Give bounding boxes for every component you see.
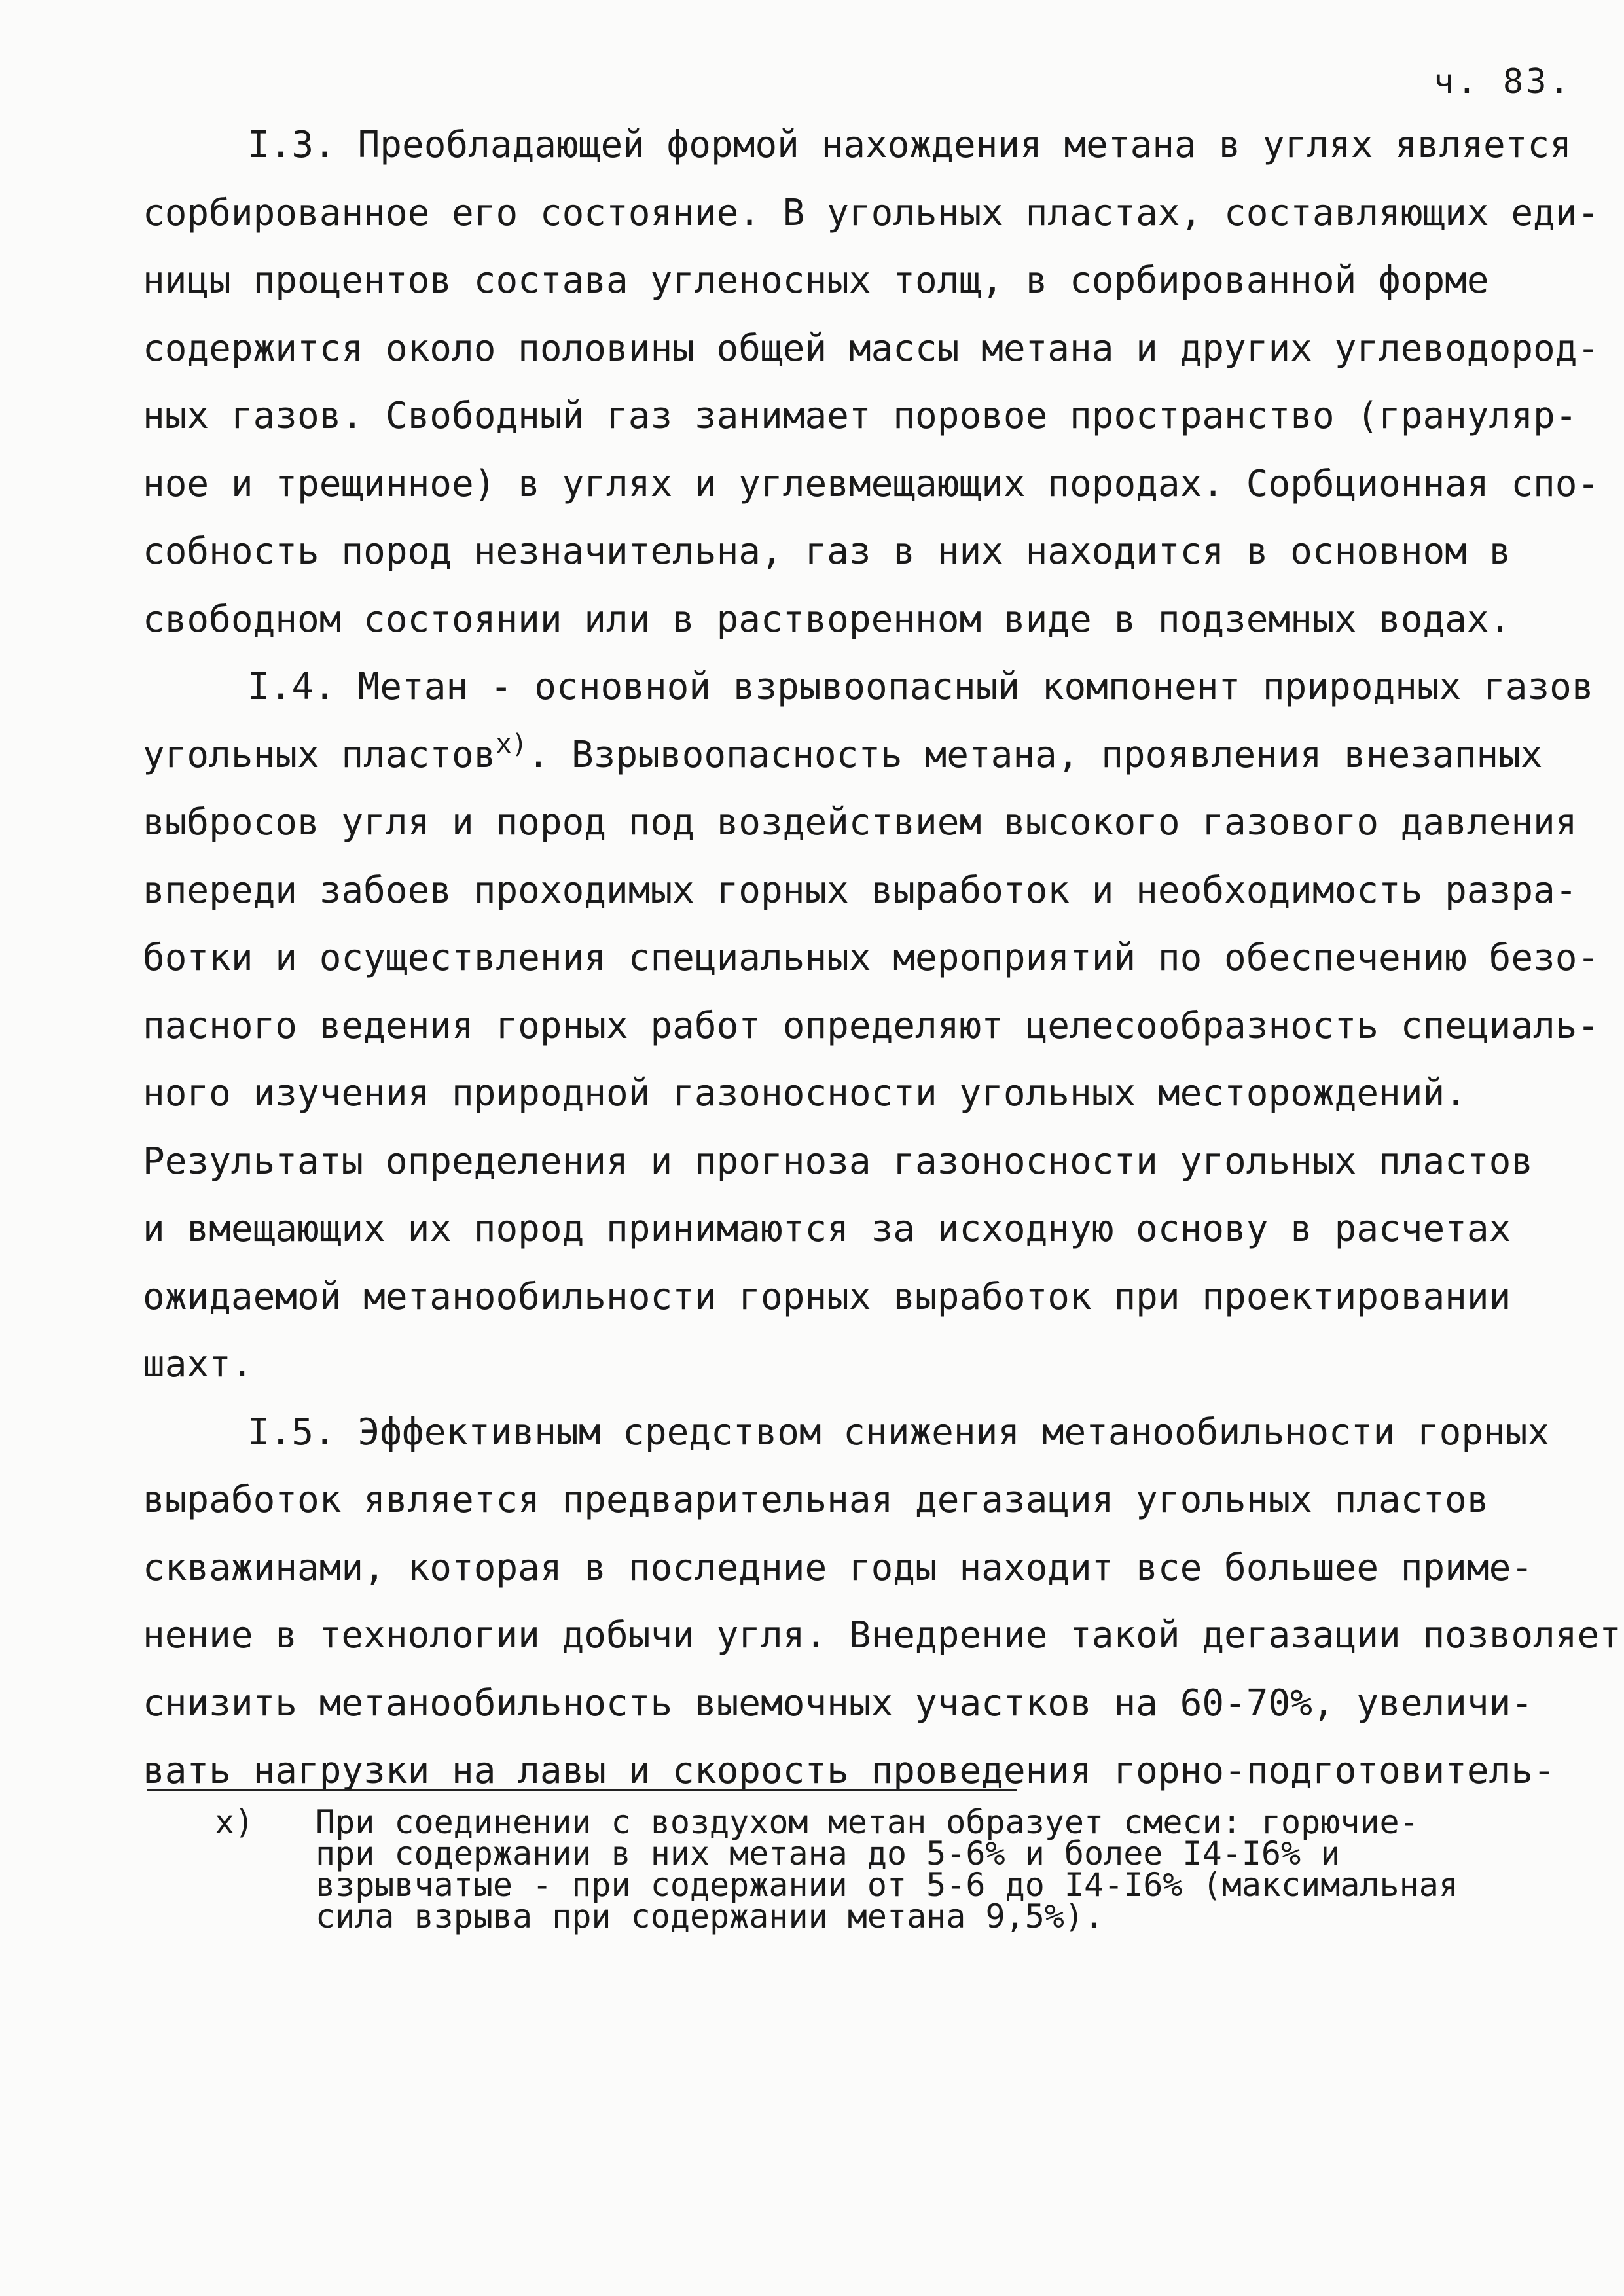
paragraph-1-5 — [143, 1399, 1621, 1805]
footnote-reference: x) — [496, 728, 528, 759]
text-fragment: . Взрывоопасность метана, проявления внезапных — [527, 733, 1543, 776]
text-line: ботки и осуществления специальных мероприятий по обеспечению безо- — [143, 937, 1600, 979]
footnote — [215, 1803, 1545, 1935]
page-number: ч. 83. — [1434, 62, 1572, 101]
text-line: сорбированное его состояние. В угольных пластах, составляющих еди- — [143, 191, 1600, 234]
text-line: I.5. Эффективным средством снижения метанообильности горных — [247, 1410, 1550, 1454]
body-text — [143, 111, 1621, 1805]
footnote-line: взрывчатые - при содержании от 5-6 до I4-I6% (максимальная — [316, 1866, 1458, 1904]
text-line: вать нагрузки на лавы и скорость проведения горно-подготовитель- — [143, 1749, 1555, 1792]
footnote-line: при содержании в них метана до 5-6% и более I4-I6% и — [316, 1835, 1341, 1873]
paragraph-1-3 — [143, 111, 1600, 653]
text-line: свободном состоянии или в растворенном виде в подземных водах. — [143, 598, 1511, 641]
text-line: I.3. Преобладающей формой нахождения метана в углях является — [247, 124, 1572, 166]
footnote-divider — [147, 1789, 1017, 1791]
text-line: снизить метанообильность выемочных участков на 60-70%, увеличи- — [143, 1681, 1534, 1725]
text-line: собность пород незначительна, газ в них находится в основном в — [143, 530, 1511, 573]
text-line: выбросов угля и пород под воздействием высокого газового давления — [143, 801, 1578, 844]
text-line: пасного ведения горных работ определяют целесообразность специаль- — [143, 1004, 1600, 1047]
text-line: скважинами, которая в последние годы находит все большее приме- — [143, 1546, 1534, 1589]
footnote-line: При соединении с воздухом метан образует смеси: горючие- — [316, 1803, 1419, 1841]
text-line: выработок является предварительная дегазация угольных пластов — [143, 1479, 1489, 1521]
text-line: нение в технологии добычи угля. Внедрение такой дегазации позволяет — [143, 1614, 1621, 1657]
text-line: Результаты определения и прогноза газоносности угольных пластов — [143, 1139, 1534, 1183]
paragraph-1-4 — [143, 653, 1600, 1399]
text-line: и вмещающих их пород принимаются за исходную основу в расчетах — [143, 1208, 1511, 1250]
text-line: ного изучения природной газоносности угольных месторождений. — [143, 1072, 1467, 1115]
text-line: ницы процентов состава угленосных толщ, в сорбированной форме — [143, 259, 1489, 302]
text-line: ное и трещинное) в углях и углевмещающих породах. Сорбционная спо- — [143, 462, 1600, 505]
text-line: ожидаемой метанообильности горных выработок при проектировании — [143, 1275, 1511, 1318]
text-fragment: угольных пластов — [143, 733, 496, 776]
text-line: I.4. Метан - основной взрывоопасный компонент природных газов — [247, 666, 1594, 708]
text-line — [143, 721, 1543, 789]
text-line: впереди забоев проходимых горных выработок и необходимость разра- — [143, 869, 1578, 912]
footnote-marker: x) — [215, 1803, 255, 1841]
footnote-line: сила взрыва при содержании метана 9,5%). — [316, 1897, 1104, 1935]
text-line: ных газов. Свободный газ занимает поровое пространство (грануляр- — [143, 395, 1578, 437]
text-line: шахт. — [143, 1343, 253, 1386]
text-line: содержится около половины общей массы метана и других углеводород- — [143, 327, 1600, 370]
